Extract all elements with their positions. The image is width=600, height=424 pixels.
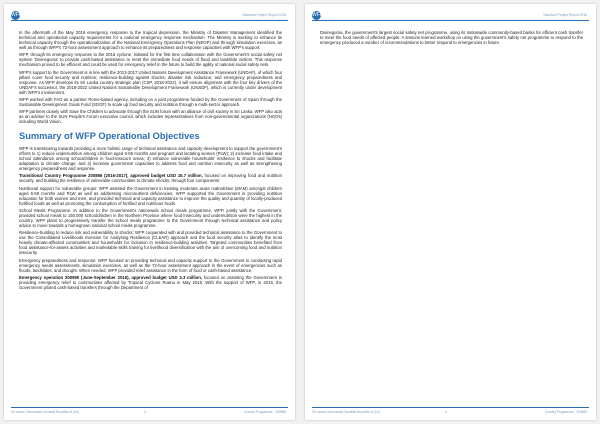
- footer-project: Country Programme - 200866: [544, 410, 587, 414]
- section-heading: Summary of WFP Operational Objectives: [19, 131, 200, 142]
- paragraph: WFP, through its emergency response to the 2016 cyclone, initiated for the first time collaboration with the Government's social safety net system 'Divineguma' to provide cash-based assistance to meet the immediate food needs of flood and landslide victims. This response mechanism proved to be efficient and could be used for emergency relief in the future to build the agility of national social safety nets.: [19, 52, 282, 68]
- page-number: 3: [144, 410, 146, 414]
- document-page-right: [305, 4, 596, 420]
- paragraph-text: focused on improving food and nutrition security, and building the resilience of vulnerable communities to climate shocks, through four components:: [19, 173, 282, 184]
- paragraph: Nutritional support for vulnerable groups: WFP assisted the Government in treating moderate acute malnutrition (MAM) amongst children aged 6-59 months and PLW as well as addressing micronutrient deficiencies. WFP supported the Government in providing nutrition education for both women and men, and provided technical and capacity assistance to improve the quality and quantity of locally-produced fortified foods as well as promoting the consumption of fortified and nutritious foods.: [19, 185, 282, 206]
- header-divider: [11, 20, 288, 21]
- paragraph: School Meals Programme: In addition to the Government's nationwide school meals programme, WFP, jointly with the Government, provided school meals to 150,000 schoolchildren in the Northern Province where food insecurity and undernutrition were the highest in the country. WFP plans to progressively transfer the school meals programme to the Government through technical assistance and policy advice to move towards a homegrown national school meals programme.: [19, 208, 282, 229]
- paragraph: In the aftermath of the May 2016 emergency response to the tropical depression, the Ministry of Disaster Management identified the technical and operational capacity requirements for a national emergency response mechanism. The Ministry is working to enhance its technical capacity through the operationalization of the National Emergency Operations Plan (NEOP) and through simulation exercises, as well as through WFP's 72-hour assessment approach to enhance its preparedness and response capacities with WFP's support.: [19, 30, 282, 50]
- page-body: [19, 30, 282, 292]
- footer-divider: [11, 407, 288, 408]
- paragraph: Divineguma, the government's largest social safety net programme, using its nationwide community-based banks for efficient cash transfer to meet the food needs of affected people. A lessons learned workshop on using the government's safety net programme to respond to the emergency produced a number of recommendations to better respond to emergencies in future.: [320, 30, 583, 45]
- bold-lead: Emergency operation 200990 (June-September 2016), approved budget USD 3.3 million,: [19, 274, 203, 280]
- footer-divider: [312, 407, 589, 408]
- paragraph: WFP partners closely with Save the Children to advocate through the SUN forum with an alliance of civil society in Sri Lanka. WFP also acts as an adviser to the SUN People's Forum executive council, which includes representatives from non-governmental organizations (NGOs) including World Vision.: [19, 109, 282, 125]
- paragraph: WFP's support to the Government is in line with the 2013-2017 United Nations Development Assistance Framework (UNDAF), of which four pillars cover food security and nutrition; resilience-building against shocks; disaster risk reduction; and emergency preparedness and response. As WFP develops its Sri Lanka country strategic plan (CSP, 2018-2022), it will ensure alignment with the four key drivers of the UNDAF's successor, the 2018-2022 United Nations Sustainable Development Framework (UNSDF), which is currently under development with WFP's involvement.: [19, 69, 282, 95]
- paragraph: [19, 173, 282, 183]
- wfp-logo-icon: WFP: [312, 12, 324, 18]
- footer-project: Country Programme - 200866: [243, 410, 286, 414]
- document-page-left: [4, 4, 295, 420]
- header-title: Standard Project Report 2016: [242, 13, 286, 17]
- header-divider: [312, 20, 589, 21]
- paragraph-text: focused on assisting the Government in providing emergency relief to communities affected by Tropical Cyclone Roanu in May 2016. With the support of WFP, in 2016, the Government piloted cash-based transfers through the Department of: [19, 274, 283, 290]
- bold-lead: Transitional Country Programme 200866 (2016-2017), approved budget USD 15.7 million,: [19, 173, 203, 179]
- footer-country: Sri Lanka, Democratic Socialist Republic of (LK): [312, 410, 380, 414]
- header-title: Standard Project Report 2016: [543, 13, 587, 17]
- page-body: [320, 30, 583, 47]
- wfp-logo-icon: WFP: [11, 12, 23, 18]
- page-number: 4: [445, 410, 447, 414]
- paragraph: [19, 275, 282, 290]
- paragraph: Resilience-building to reduce risk and vulnerability to shocks: WFP cooperated with and provided technical assistance to the Government to use the Consolidated Livelihoods Exercise for Analysing Resilience (CLEAR) approach and the food security atlas to identify the most heavily climate-affected communities and households for inclusion in resilience-building activities. Targeted communities benefited from food assistance-for-assets activities and marketable skills training for livelihood diversification with the aim of overcoming food and nutrition insecurity.: [19, 230, 282, 256]
- paragraph: WFP worked with FAO as a partner Rome-based agency, including on a joint programme funded by the Government of Spain through the Sustainable Development Goals Fund (SDGF) to scale up food security and nutrition through a multi-sector approach.: [19, 96, 282, 107]
- paragraph: WFP is transitioning towards providing a more holistic range of technical assistance and capacity development to support the government's efforts to 1) reduce undernutrition among children aged 6-59 months and pregnant and lactating women (PLW); 2) increase food intake and school attendance among schoolchildren in food-insecure areas; 3) enhance vulnerable households' resilience to shocks and facilitate adaptation to climate change; and 4) increase government capacities to address food and nutrition insecurity as well as strengthening emergency preparedness and response.: [19, 146, 282, 172]
- footer-country: Sri Lanka, Democratic Socialist Republic of (LK): [11, 410, 79, 414]
- paragraph: Emergency preparedness and response: WFP focused on providing technical and capacity support to the Government in conducting rapid emergency needs assessments, simulation exercises, as well as the 72-hour assessment approach in the event of emergencies such as floods, landslides, and drought. When needed, WFP provided relief assistance in the form of food or cash-based assistance.: [19, 257, 282, 273]
